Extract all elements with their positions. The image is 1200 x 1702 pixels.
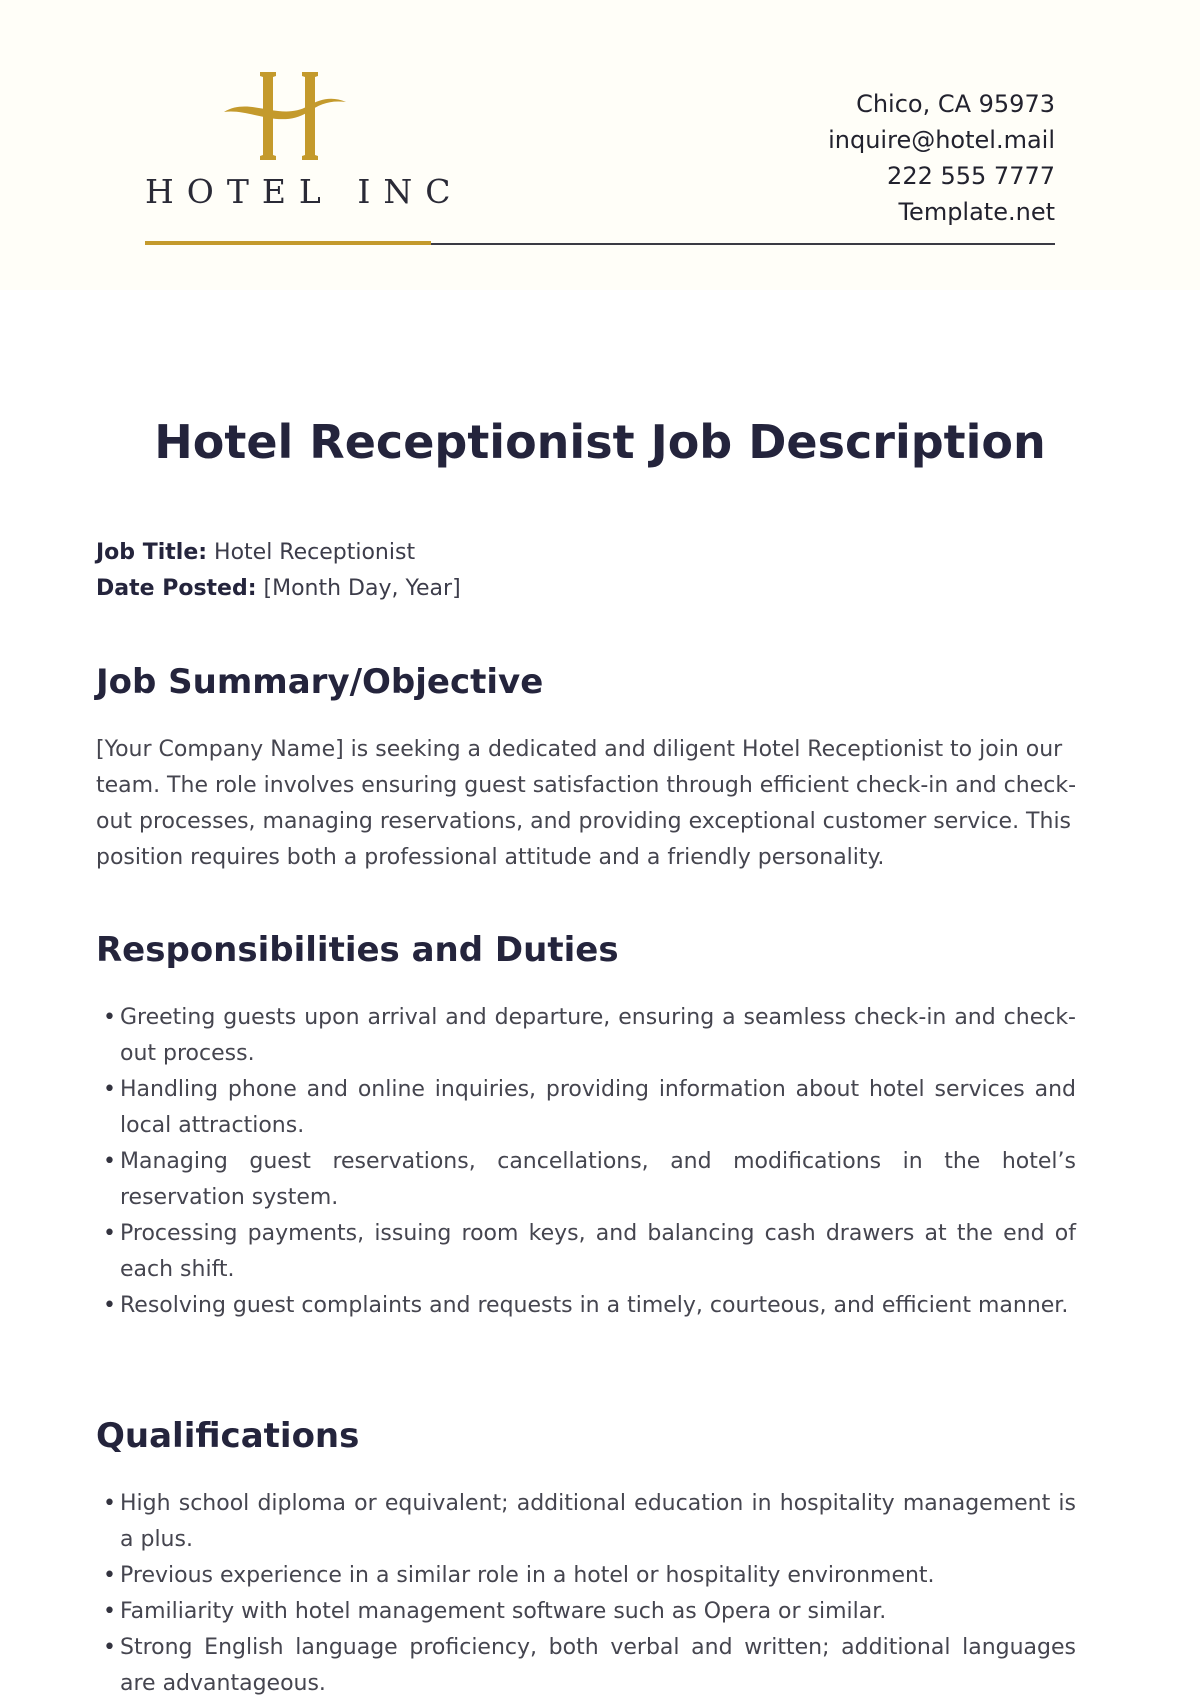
list-item: • High school diploma or equivalent; additional education in hospitality management is a plus. [96, 1486, 1076, 1558]
date-posted-label: Date Posted: [96, 576, 257, 601]
responsibilities-heading: Responsibilities and Duties [96, 930, 619, 970]
list-item: • Greeting guests upon arrival and departure, ensuring a seamless check-in and check-out process. [96, 1000, 1076, 1072]
contact-email[interactable]: inquire@hotel.mail [828, 126, 1055, 154]
header-divider [431, 243, 1055, 245]
hotel-logo [145, 66, 464, 216]
list-item: • Managing guest reservations, cancellations, and modifications in the hotel’s reservation system. [96, 1144, 1076, 1216]
summary-text: [Your Company Name] is seeking a dedicated and diligent Hotel Receptionist to join our team. The role involves ensuring guest satisfaction through efficient check-in and check-out processes, managing reservations, and providing exceptional customer service. This position requires both a professional attitude and a friendly personality. [96, 737, 1077, 870]
logo-wordmark: HOTEL INC [145, 172, 464, 211]
list-item: • Strong English language proficiency, both verbal and written; additional languages are advantageous. [96, 1630, 1076, 1702]
job-title-value: Hotel Receptionist [214, 540, 416, 565]
contact-block [828, 86, 1055, 230]
responsibilities-list [96, 1000, 1076, 1324]
job-title-row [96, 535, 461, 571]
contact-address: Chico, CA 95973 [856, 90, 1055, 118]
hotel-h-monogram-icon [220, 66, 350, 166]
list-item: • Handling phone and online inquiries, providing information about hotel services and local attractions. [96, 1072, 1076, 1144]
list-item: • Processing payments, issuing room keys, and balancing cash drawers at the end of each shift. [96, 1216, 1076, 1288]
contact-phone[interactable]: 222 555 7777 [887, 162, 1055, 190]
qualifications-heading: Qualifications [96, 1416, 360, 1456]
summary-heading: Job Summary/Objective [96, 662, 544, 702]
list-item: • Resolving guest complaints and requests in a timely, courteous, and efficient manner. [96, 1288, 1076, 1324]
qualifications-list [96, 1486, 1076, 1702]
job-meta [96, 535, 461, 607]
date-posted-row [96, 571, 461, 607]
header-divider-accent [145, 241, 431, 245]
letterhead [0, 0, 1200, 290]
date-posted-value: [Month Day, Year] [263, 576, 461, 601]
page-title: Hotel Receptionist Job Description [154, 415, 1046, 469]
job-title-label: Job Title: [96, 540, 208, 565]
list-item: • Familiarity with hotel management software such as Opera or similar. [96, 1594, 1076, 1630]
contact-website[interactable]: Template.net [898, 198, 1055, 226]
list-item: • Previous experience in a similar role in a hotel or hospitality environment. [96, 1558, 1076, 1594]
